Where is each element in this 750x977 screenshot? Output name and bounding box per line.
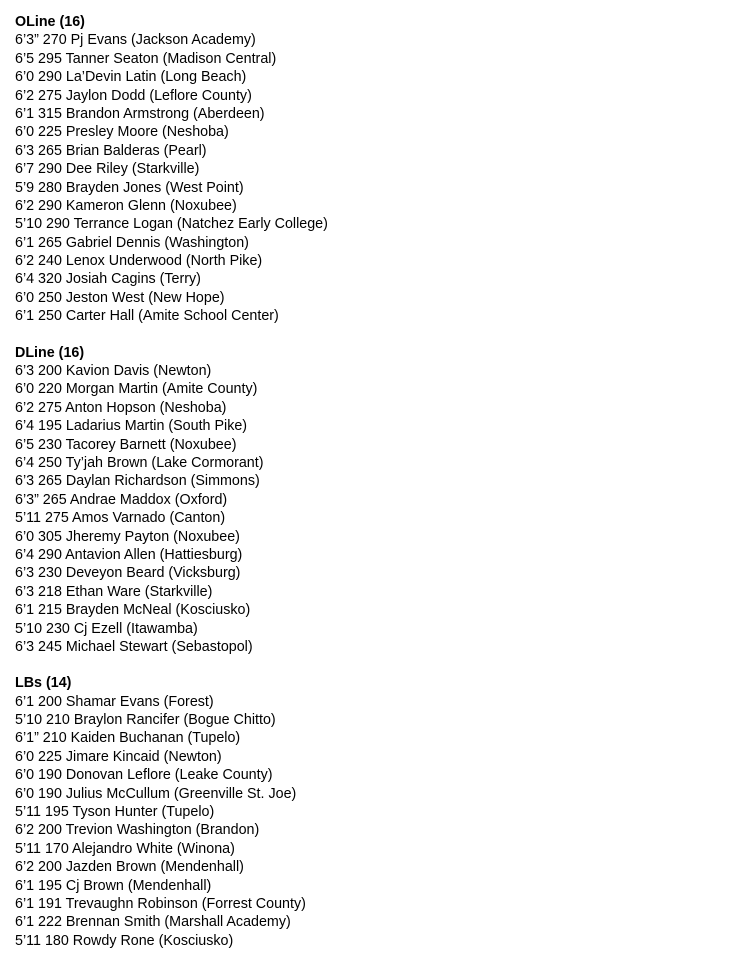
dline-entry: 5’10 230 Cj Ezell (Itawamba) (15, 620, 198, 637)
oline-entry: 6’1 250 Carter Hall (Amite School Center) (15, 308, 279, 325)
oline-entry: 6’3” 270 Pj Evans (Jackson Academy) (15, 32, 256, 49)
lbs-entry: 5’11 170 Alejandro White (Winona) (15, 840, 235, 857)
dline-entry: 6’0 220 Morgan Martin (Amite County) (15, 381, 258, 398)
lbs-entry: 5’11 180 Rowdy Rone (Kosciusko) (15, 932, 234, 949)
lbs-entry: 6’1” 210 Kaiden Buchanan (Tupelo) (15, 730, 241, 747)
dline-entry: 6’3” 265 Andrae Maddox (Oxford) (15, 491, 228, 508)
lbs-entry: 5’10 210 Braylon Rancifer (Bogue Chitto) (15, 712, 276, 729)
oline-entry: 5’9 280 Brayden Jones (West Point) (15, 179, 244, 196)
dline-entry: 5’11 275 Amos Varnado (Canton) (15, 510, 226, 527)
lbs-entry: 6’1 191 Trevaughn Robinson (Forrest County) (15, 895, 306, 912)
oline-entry: 6’4 320 Josiah Cagins (Terry) (15, 271, 201, 288)
oline-entry: 6’1 265 Gabriel Dennis (Washington) (15, 234, 249, 251)
dline-entry: 6’5 230 Tacorey Barnett (Noxubee) (15, 436, 237, 453)
dline-entry: 6’3 230 Deveyon Beard (Vicksburg) (15, 565, 241, 582)
dline-entry: 6’3 218 Ethan Ware (Starkville) (15, 583, 213, 600)
dline-entry: 6’2 275 Anton Hopson (Neshoba) (15, 399, 227, 416)
roster-document (15, 13, 735, 950)
oline-entry: 6’3 265 Brian Balderas (Pearl) (15, 142, 207, 159)
oline-entry: 6’0 225 Presley Moore (Neshoba) (15, 124, 229, 141)
dline-entry: 6’3 245 Michael Stewart (Sebastopol) (15, 638, 253, 655)
dline-entry: 6’0 305 Jheremy Payton (Noxubee) (15, 528, 240, 545)
oline-entry: 6’2 275 Jaylon Dodd (Leflore County) (15, 87, 252, 104)
oline-entry: 6’1 315 Brandon Armstrong (Aberdeen) (15, 105, 265, 122)
oline-heading: OLine (16) (15, 14, 85, 30)
lbs-entry: 6’1 222 Brennan Smith (Marshall Academy) (15, 914, 291, 931)
oline-entry: 6’2 290 Kameron Glenn (Noxubee) (15, 197, 237, 214)
dline-entry: 6’4 250 Ty’jah Brown (Lake Cormorant) (15, 454, 264, 471)
lbs-entry: 6’0 225 Jimare Kincaid (Newton) (15, 748, 222, 765)
dline-entry: 6’3 200 Kavion Davis (Newton) (15, 363, 212, 380)
dline-entry: 6’1 215 Brayden McNeal (Kosciusko) (15, 602, 251, 619)
lbs-entry: 6’2 200 Jazden Brown (Mendenhall) (15, 859, 244, 876)
dline-entry: 6’3 265 Daylan Richardson (Simmons) (15, 473, 260, 490)
dline-entry: 6’4 290 Antavion Allen (Hattiesburg) (15, 546, 243, 563)
oline-entry: 5’10 290 Terrance Logan (Natchez Early College) (15, 216, 328, 233)
oline-section (15, 13, 735, 326)
lbs-entry: 6’0 190 Julius McCullum (Greenville St. Joe) (15, 785, 297, 802)
oline-entry: 6’7 290 Dee Riley (Starkville) (15, 161, 200, 178)
lbs-entry: 5’11 195 Tyson Hunter (Tupelo) (15, 804, 215, 821)
lbs-entry: 6’1 195 Cj Brown (Mendenhall) (15, 877, 212, 894)
lbs-section (15, 674, 735, 950)
dline-section (15, 344, 735, 657)
oline-entry: 6’5 295 Tanner Seaton (Madison Central) (15, 50, 277, 67)
oline-entry: 6’2 240 Lenox Underwood (North Pike) (15, 253, 263, 270)
dline-entry: 6’4 195 Ladarius Martin (South Pike) (15, 418, 248, 435)
lbs-entry: 6’0 190 Donovan Leflore (Leake County) (15, 767, 273, 784)
lbs-entry: 6’2 200 Trevion Washington (Brandon) (15, 822, 260, 839)
lbs-entry: 6’1 200 Shamar Evans (Forest) (15, 693, 214, 710)
lbs-heading: LBs (14) (15, 675, 72, 692)
oline-entry: 6’0 250 Jeston West (New Hope) (15, 289, 225, 306)
oline-entry: 6’0 290 La’Devin Latin (Long Beach) (15, 69, 247, 86)
dline-heading: DLine (16) (15, 344, 85, 361)
